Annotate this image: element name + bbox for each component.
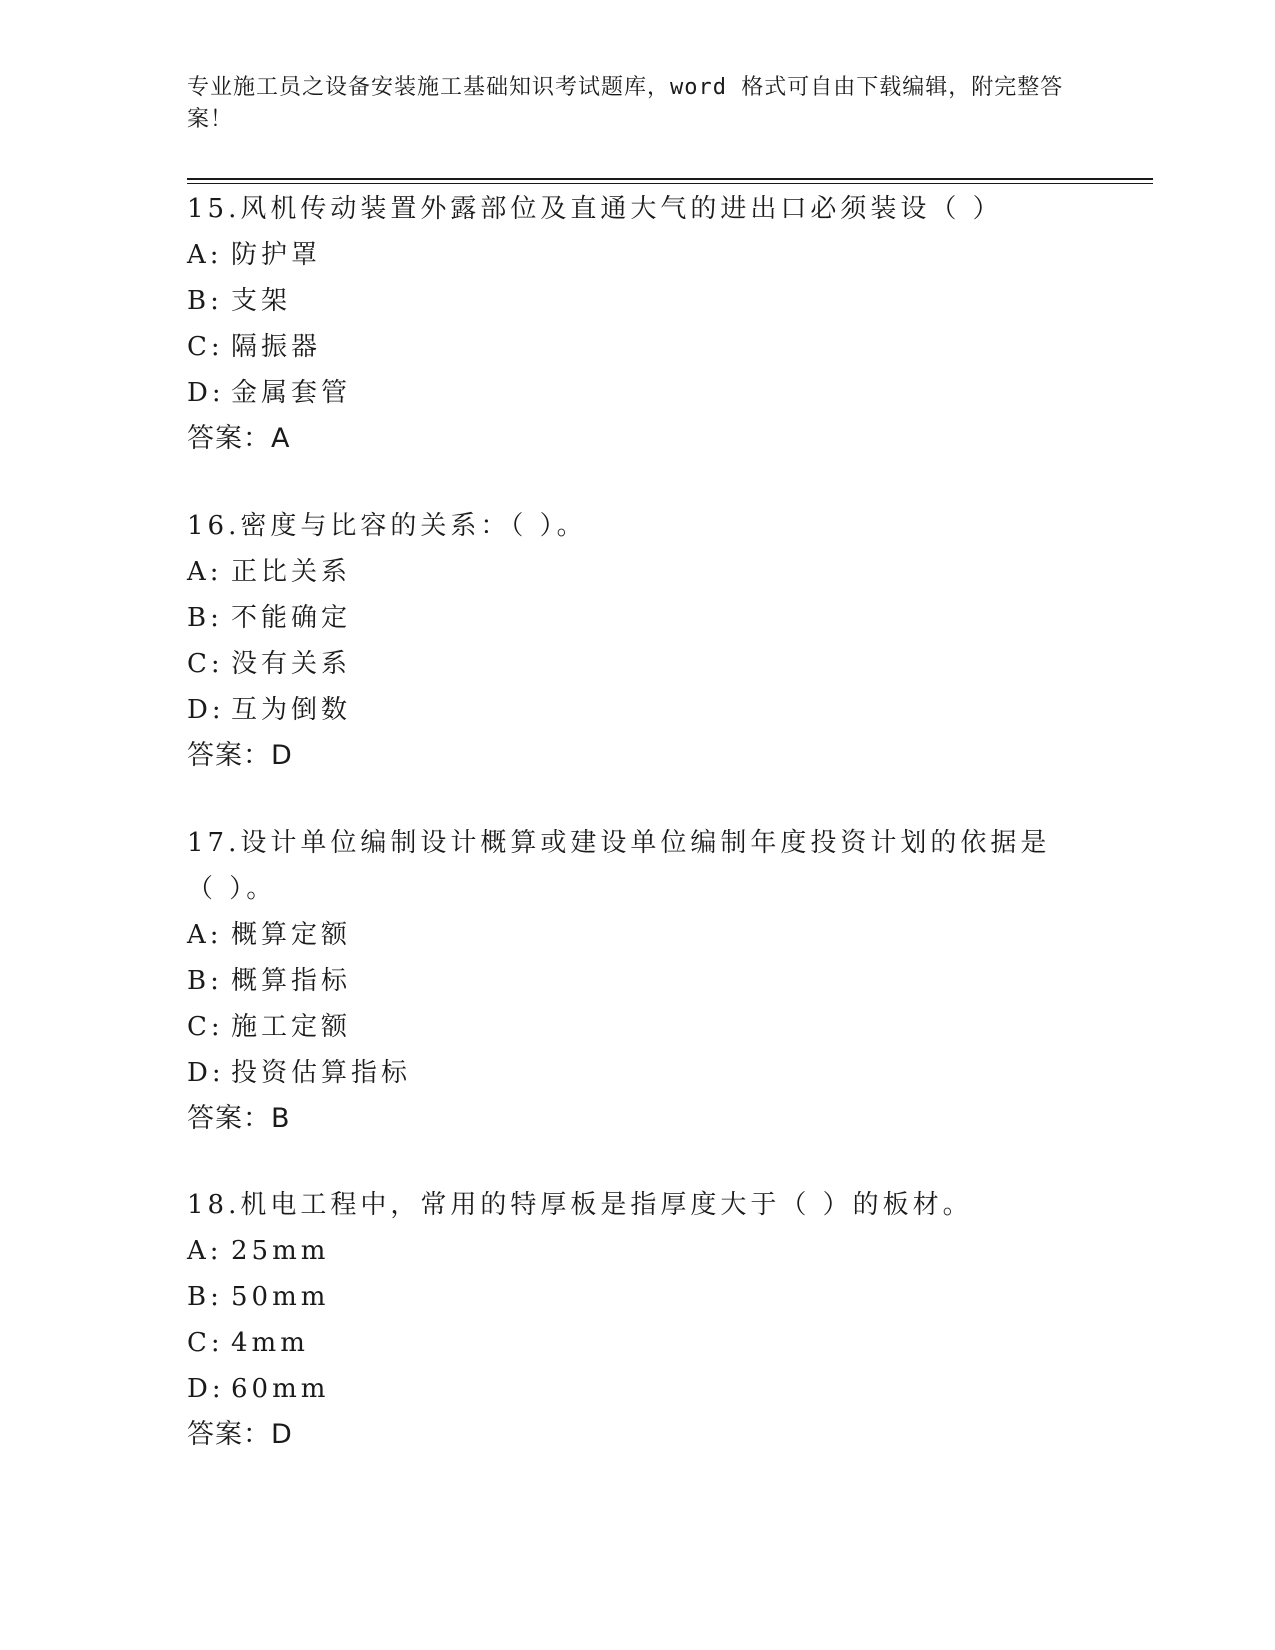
header-divider-thin <box>187 183 1153 184</box>
option-c <box>187 1004 1067 1050</box>
option-text: 25mm <box>231 1236 330 1266</box>
option-text: 60mm <box>231 1374 330 1404</box>
question-17 <box>187 820 1067 1142</box>
option-letter: A: <box>187 1236 223 1266</box>
option-text: 没有关系 <box>231 649 352 679</box>
option-letter: D: <box>187 695 225 725</box>
option-text: 投资估算指标 <box>231 1058 412 1088</box>
option-b <box>187 595 1067 641</box>
answer-line: 答案：D <box>187 1419 293 1450</box>
option-text: 支架 <box>231 286 292 316</box>
option-text: 施工定额 <box>231 1012 352 1042</box>
header-divider-thick <box>187 178 1153 180</box>
option-text: 金属套管 <box>231 378 352 408</box>
option-letter: B: <box>187 966 223 996</box>
answer-line: 答案：A <box>187 423 291 454</box>
question-15 <box>187 186 1067 462</box>
question-16 <box>187 503 1067 779</box>
option-letter: C: <box>187 332 224 362</box>
option-letter: C: <box>187 1012 224 1042</box>
option-d <box>187 1366 1067 1412</box>
option-a <box>187 912 1067 958</box>
option-text: 互为倒数 <box>231 695 352 725</box>
option-letter: B: <box>187 603 223 633</box>
option-text: 50mm <box>231 1282 330 1312</box>
option-letter: D: <box>187 1058 225 1088</box>
question-stem: 16.密度与比容的关系：（ ）。 <box>187 511 587 541</box>
option-c <box>187 1320 1067 1366</box>
option-d <box>187 370 1067 416</box>
option-letter: B: <box>187 286 223 316</box>
question-stem: 15.风机传动装置外露部位及直通大气的进出口必须装设（ ） <box>187 194 1003 224</box>
option-letter: A: <box>187 240 223 270</box>
option-a <box>187 232 1067 278</box>
option-letter: A: <box>187 557 223 587</box>
option-letter: C: <box>187 1328 224 1358</box>
question-stem: 18.机电工程中，常用的特厚板是指厚度大于（ ）的板材。 <box>187 1190 973 1220</box>
option-letter: A: <box>187 920 223 950</box>
option-letter: D: <box>187 1374 225 1404</box>
option-text: 防护罩 <box>231 240 322 270</box>
document-header: 专业施工员之设备安装施工基础知识考试题库，word 格式可自由下载编辑，附完整答案！ <box>187 75 1064 132</box>
option-d <box>187 1050 1067 1096</box>
question-stem: 17.设计单位编制设计概算或建设单位编制年度投资计划的依据是（ ）。 <box>187 828 1051 904</box>
option-text: 隔振器 <box>231 332 322 362</box>
option-text: 正比关系 <box>231 557 352 587</box>
answer-line: 答案：D <box>187 740 293 771</box>
option-letter: D: <box>187 378 225 408</box>
option-text: 4mm <box>231 1328 309 1358</box>
question-18 <box>187 1182 1067 1458</box>
option-a <box>187 549 1067 595</box>
option-c <box>187 641 1067 687</box>
option-letter: C: <box>187 649 224 679</box>
option-b <box>187 1274 1067 1320</box>
answer-line: 答案：B <box>187 1103 291 1134</box>
option-text: 概算指标 <box>231 966 352 996</box>
option-b <box>187 278 1067 324</box>
option-b <box>187 958 1067 1004</box>
option-c <box>187 324 1067 370</box>
option-letter: B: <box>187 1282 223 1312</box>
option-text: 概算定额 <box>231 920 352 950</box>
option-a <box>187 1228 1067 1274</box>
option-d <box>187 687 1067 733</box>
option-text: 不能确定 <box>231 603 352 633</box>
